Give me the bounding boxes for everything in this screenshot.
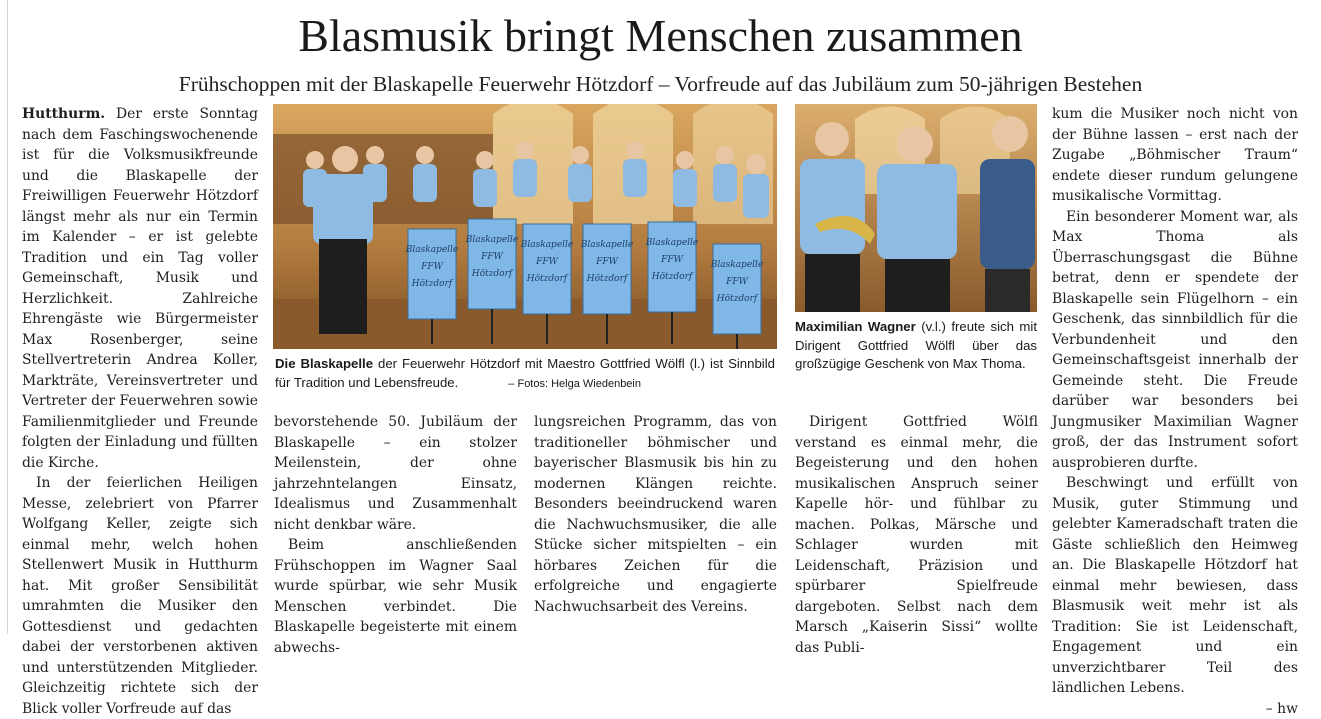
caption-lead: Maximilian Wagner [795, 319, 916, 334]
stand-label: Blaskapelle [405, 245, 458, 255]
stand-label: Hötzdorf [471, 269, 514, 279]
article-column-3 [534, 412, 777, 617]
stand-label: FFW [480, 252, 503, 262]
stand-label: Hötzdorf [586, 274, 629, 284]
stand-label: FFW [535, 257, 558, 267]
stand-label: Blaskapelle [710, 260, 763, 270]
band-photo [273, 104, 777, 349]
caption-lead: Die Blaskapelle [275, 356, 373, 371]
stand-label: Hötzdorf [411, 279, 454, 289]
stand-label: Hötzdorf [716, 294, 759, 304]
paragraph: Hutthurm. Der erste Sonntag nach dem Faschingswochenende ist für die Volksmusikfreunde und die Blaskapelle der Freiwilligen Feuerwehr Hötzdorf längst mehr als nur ein Termin im Kalender – er ist gelebte Tradition und ein Tag voller Gemeinschaft, Musik und Herzlichkeit. Zahlreiche Ehrengäste wie Bürgermeister Max Rosenberger, seine Stellvertreterin Andrea Koller, Markträte, Vereinsvertreter und Vertreter der Feuerwehren sowie Familienmitglieder und Freunde folgten der Einladung und füllten die Kirche. [22, 104, 258, 473]
article-column-1 [22, 104, 258, 719]
dateline: Hutthurm. [22, 106, 105, 122]
article-column-2 [274, 412, 517, 658]
gift-photo-image [795, 104, 1037, 312]
stand-label: Blaskapelle [465, 235, 518, 245]
stand-label: Blaskapelle [580, 240, 633, 250]
paragraph: In der feierlichen Heiligen Messe, zelebriert von Pfarrer Wolfgang Keller, zeigte sich einmal mehr, welch hohen Stellenwert Musik in Hutthurm hat. Mit großer Sensibilität umrahmten die Musiker den Gottesdienst und gedachten dabei der verstorbenen aktiven und unterstützenden Mitglieder. Gleichzeitig richtete sich der Blick voller Vorfreude auf das [22, 473, 258, 719]
headline: Blasmusik bringt Menschen zusammen [0, 9, 1321, 63]
band-photo-caption: Die Blaskapelle der Feuerwehr Hötzdorf mit Maestro Gottfried Wölfl (l.) ist Sinnbild für Tradition und Lebensfreude. – Fotos: Helga Wiedenbein [275, 355, 775, 393]
stand-label: Blaskapelle [645, 238, 698, 248]
stand-label: FFW [595, 257, 618, 267]
stand-label: FFW [725, 277, 748, 287]
gift-photo-caption: Maximilian Wagner (v.l.) freute sich mit Dirigent Gottfried Wölfl über das großzügige Geschenk von Max Thoma. [795, 318, 1037, 374]
paragraph: kum die Musiker noch nicht von der Bühne lassen – erst nach der Zugabe „Böhmischer Traum“ endete dieser rundum gelungene musikalische Vormittag. [1052, 104, 1298, 207]
stand-label: FFW [420, 262, 443, 272]
stand-label: Hötzdorf [526, 274, 569, 284]
band-photo-image [273, 104, 777, 349]
stand-label: Hötzdorf [651, 272, 694, 282]
paragraph: Beim anschließenden Frühschoppen im Wagner Saal wurde spürbar, wie sehr Musik Menschen verbindet. Die Blaskapelle begeisterte mit einem abwechs- [274, 535, 517, 658]
paragraph: Beschwingt und erfüllt von Musik, guter Stimmung und gelebter Kameradschaft traten die Gäste schließlich den Heimweg an. Die Blaskapelle Hötzdorf hat einmal mehr bewiesen, dass Blasmusik weit mehr ist als Tradition: Sie ist Leidenschaft, Engagement und ein unverzichtbarer Teil des ländlichen Lebens. [1052, 473, 1298, 699]
paragraph: bevorstehende 50. Jubiläum der Blaskapelle – ein stolzer Meilenstein, der ohne jahrzehntelangen Einsatz, Idealismus und Zusammenhalt nicht denkbar wäre. [274, 412, 517, 535]
stand-label: Blaskapelle [520, 240, 573, 250]
subheadline: Frühschoppen mit der Blaskapelle Feuerwehr Hötzdorf – Vorfreude auf das Jubiläum zum 50-jährigen Bestehen [0, 70, 1321, 98]
paragraph: Dirigent Gottfried Wölfl verstand es einmal mehr, die Begeisterung und den hohen musikalischen Anspruch seiner Kapelle hör- und fühlbar zu machen. Polkas, Märsche und Schlager wurden mit Leidenschaft, Präzision und spürbarer Spielfreude dargeboten. Selbst nach dem Marsch „Kaiserin Sissi“ wollte das Publi- [795, 412, 1038, 658]
paragraph: Ein besonderer Moment war, als Max Thoma als Überraschungsgast die Bühne betrat, denn er spendete der Blaskapelle sein Flügelhorn – ein Geschenk, das sinnbildlich für die Verbundenheit und den Gemeinschaftsgeist innerhalb der Gemeinde steht. Die Freude darüber war besonders bei Jungmusiker Maximilian Wagner groß, der das Instrument sofort ausprobieren durfte. [1052, 207, 1298, 474]
article-column-4 [795, 412, 1038, 658]
paragraph: lungsreichen Programm, das von traditioneller böhmischer und bayerischer Blasmusik bis hin zu modernen Klängen reichte. Besonders beeindruckend waren die Nachwuchsmusiker, die alle Stücke sicher mitspielten – ein hörbares Zeichen für die erfolgreiche und engagierte Nachwuchsarbeit des Vereins. [534, 412, 777, 617]
stand-label: FFW [660, 255, 683, 265]
gift-photo [795, 104, 1037, 312]
author-signature: – hw [1052, 699, 1298, 719]
article-column-5 [1052, 104, 1298, 719]
photo-credit: – Fotos: Helga Wiedenbein [508, 378, 641, 390]
